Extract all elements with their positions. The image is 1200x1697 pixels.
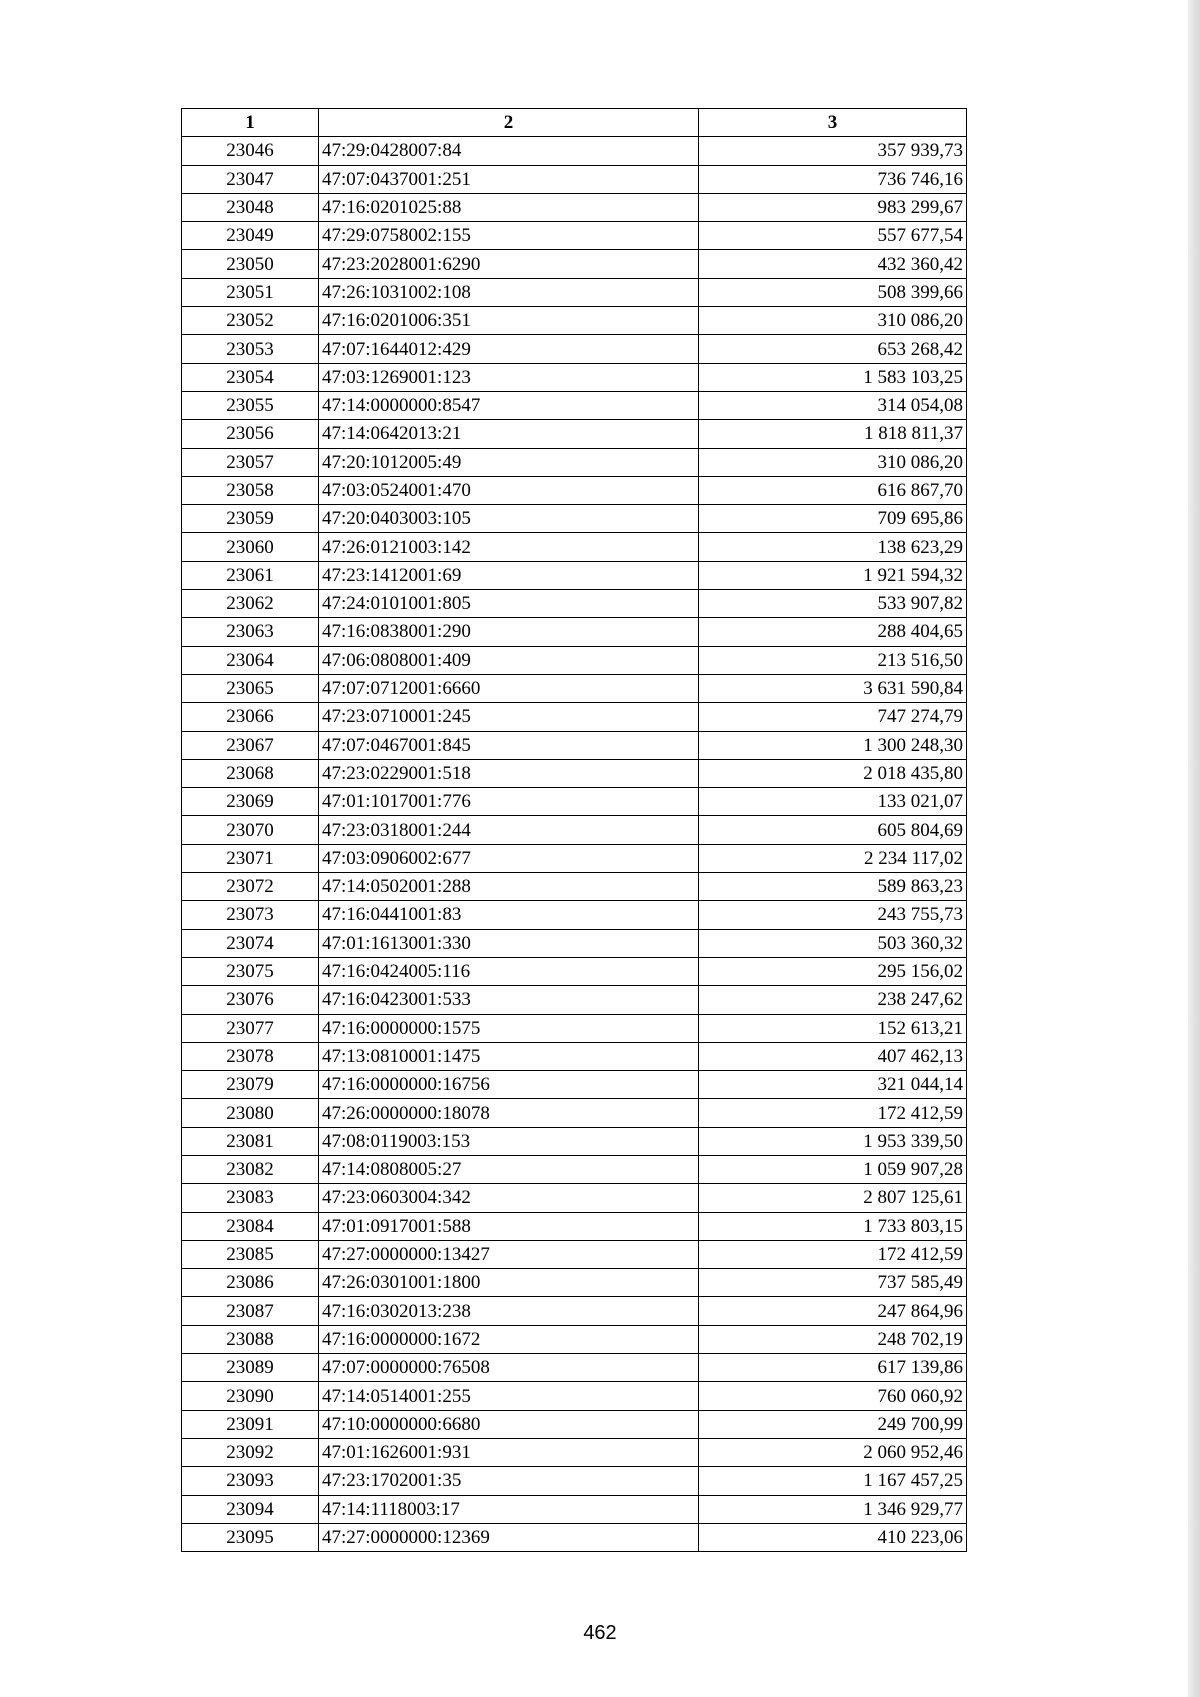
table-row	[182, 1240, 967, 1268]
table-row	[182, 448, 967, 476]
row-number-cell: 23056	[182, 420, 319, 448]
cadastral-number-cell: 47:23:1412001:69	[319, 561, 699, 589]
cadastral-number-cell: 47:01:1613001:330	[319, 929, 699, 957]
table-row	[182, 1297, 967, 1325]
cadastral-number-cell: 47:14:0000000:8547	[319, 391, 699, 419]
cadastral-number-cell: 47:16:0201025:88	[319, 193, 699, 221]
row-number-cell: 23090	[182, 1382, 319, 1410]
value-cell: 2 234 117,02	[699, 844, 967, 872]
cadastral-number-cell: 47:06:0808001:409	[319, 646, 699, 674]
value-cell: 2 807 125,61	[699, 1184, 967, 1212]
page-number: 462	[583, 1622, 617, 1644]
table-row	[182, 278, 967, 306]
value-cell: 288 404,65	[699, 618, 967, 646]
cadastral-number-cell: 47:07:0467001:845	[319, 731, 699, 759]
value-cell: 133 021,07	[699, 788, 967, 816]
value-cell: 3 631 590,84	[699, 674, 967, 702]
cadastral-number-cell: 47:16:0000000:1672	[319, 1325, 699, 1353]
value-cell: 508 399,66	[699, 278, 967, 306]
value-cell: 533 907,82	[699, 590, 967, 618]
table-row	[182, 1014, 967, 1042]
cadastral-number-cell: 47:16:0424005:116	[319, 957, 699, 985]
row-number-cell: 23066	[182, 703, 319, 731]
cadastral-number-cell: 47:23:0710001:245	[319, 703, 699, 731]
table-body	[182, 137, 967, 1552]
value-cell: 248 702,19	[699, 1325, 967, 1353]
value-cell: 138 623,29	[699, 533, 967, 561]
cadastral-number-cell: 47:03:0524001:470	[319, 476, 699, 504]
table-row	[182, 1410, 967, 1438]
table-row	[182, 703, 967, 731]
table-row	[182, 1127, 967, 1155]
row-number-cell: 23085	[182, 1240, 319, 1268]
table-row	[182, 957, 967, 985]
value-cell: 1 953 339,50	[699, 1127, 967, 1155]
table-row	[182, 505, 967, 533]
value-cell: 557 677,54	[699, 222, 967, 250]
cadastral-number-cell: 47:07:0000000:76508	[319, 1354, 699, 1382]
row-number-cell: 23061	[182, 561, 319, 589]
row-number-cell: 23095	[182, 1523, 319, 1551]
table-header-row	[182, 109, 967, 137]
table-row	[182, 1155, 967, 1183]
cadastral-number-cell: 47:26:1031002:108	[319, 278, 699, 306]
value-cell: 152 613,21	[699, 1014, 967, 1042]
row-number-cell: 23092	[182, 1438, 319, 1466]
row-number-cell: 23087	[182, 1297, 319, 1325]
row-number-cell: 23073	[182, 901, 319, 929]
row-number-cell: 23093	[182, 1467, 319, 1495]
cadastral-number-cell: 47:14:0514001:255	[319, 1382, 699, 1410]
value-cell: 1 300 248,30	[699, 731, 967, 759]
row-number-cell: 23086	[182, 1269, 319, 1297]
value-cell: 503 360,32	[699, 929, 967, 957]
value-cell: 321 044,14	[699, 1071, 967, 1099]
cadastral-number-cell: 47:23:0318001:244	[319, 816, 699, 844]
table-row	[182, 1269, 967, 1297]
cadastral-number-cell: 47:24:0101001:805	[319, 590, 699, 618]
row-number-cell: 23083	[182, 1184, 319, 1212]
value-cell: 1 818 811,37	[699, 420, 967, 448]
value-cell: 172 412,59	[699, 1240, 967, 1268]
value-cell: 983 299,67	[699, 193, 967, 221]
row-number-cell: 23077	[182, 1014, 319, 1042]
cadastral-number-cell: 47:03:1269001:123	[319, 363, 699, 391]
table-row	[182, 986, 967, 1014]
table-row	[182, 1042, 967, 1070]
value-cell: 247 864,96	[699, 1297, 967, 1325]
table-row	[182, 561, 967, 589]
cadastral-number-cell: 47:23:1702001:35	[319, 1467, 699, 1495]
row-number-cell: 23053	[182, 335, 319, 363]
row-number-cell: 23058	[182, 476, 319, 504]
page-edge	[1188, 0, 1200, 1697]
cadastral-number-cell: 47:16:0302013:238	[319, 1297, 699, 1325]
value-cell: 243 755,73	[699, 901, 967, 929]
value-cell: 172 412,59	[699, 1099, 967, 1127]
table-row	[182, 618, 967, 646]
row-number-cell: 23062	[182, 590, 319, 618]
table-row	[182, 476, 967, 504]
table-row	[182, 844, 967, 872]
table-row	[182, 1184, 967, 1212]
row-number-cell: 23089	[182, 1354, 319, 1382]
value-cell: 314 054,08	[699, 391, 967, 419]
table-row	[182, 646, 967, 674]
value-cell: 760 060,92	[699, 1382, 967, 1410]
value-cell: 410 223,06	[699, 1523, 967, 1551]
value-cell: 238 247,62	[699, 986, 967, 1014]
table-row	[182, 1523, 967, 1551]
row-number-cell: 23067	[182, 731, 319, 759]
row-number-cell: 23068	[182, 759, 319, 787]
table-row	[182, 1325, 967, 1353]
table-row	[182, 759, 967, 787]
table-row	[182, 873, 967, 901]
cadastral-number-cell: 47:29:0758002:155	[319, 222, 699, 250]
value-cell: 709 695,86	[699, 505, 967, 533]
column-header-1: 1	[182, 109, 319, 137]
data-table	[181, 108, 967, 1552]
value-cell: 2 018 435,80	[699, 759, 967, 787]
row-number-cell: 23079	[182, 1071, 319, 1099]
value-cell: 2 060 952,46	[699, 1438, 967, 1466]
cadastral-number-cell: 47:10:0000000:6680	[319, 1410, 699, 1438]
row-number-cell: 23047	[182, 165, 319, 193]
row-number-cell: 23069	[182, 788, 319, 816]
value-cell: 589 863,23	[699, 873, 967, 901]
cadastral-number-cell: 47:07:0712001:6660	[319, 674, 699, 702]
value-cell: 295 156,02	[699, 957, 967, 985]
row-number-cell: 23054	[182, 363, 319, 391]
cadastral-number-cell: 47:20:0403003:105	[319, 505, 699, 533]
row-number-cell: 23088	[182, 1325, 319, 1353]
cadastral-number-cell: 47:23:0229001:518	[319, 759, 699, 787]
table-row	[182, 1212, 967, 1240]
cadastral-number-cell: 47:16:0423001:533	[319, 986, 699, 1014]
row-number-cell: 23076	[182, 986, 319, 1014]
row-number-cell: 23082	[182, 1155, 319, 1183]
row-number-cell: 23063	[182, 618, 319, 646]
value-cell: 617 139,86	[699, 1354, 967, 1382]
row-number-cell: 23050	[182, 250, 319, 278]
value-cell: 310 086,20	[699, 307, 967, 335]
row-number-cell: 23046	[182, 137, 319, 165]
cadastral-number-cell: 47:27:0000000:12369	[319, 1523, 699, 1551]
row-number-cell: 23080	[182, 1099, 319, 1127]
value-cell: 1 059 907,28	[699, 1155, 967, 1183]
table-row	[182, 590, 967, 618]
table-row	[182, 1382, 967, 1410]
row-number-cell: 23075	[182, 957, 319, 985]
row-number-cell: 23094	[182, 1495, 319, 1523]
cadastral-number-cell: 47:29:0428007:84	[319, 137, 699, 165]
table-row	[182, 1438, 967, 1466]
cadastral-number-cell: 47:26:0000000:18078	[319, 1099, 699, 1127]
table-row	[182, 391, 967, 419]
value-cell: 249 700,99	[699, 1410, 967, 1438]
row-number-cell: 23071	[182, 844, 319, 872]
cadastral-number-cell: 47:16:0000000:1575	[319, 1014, 699, 1042]
row-number-cell: 23065	[182, 674, 319, 702]
table-row	[182, 1495, 967, 1523]
cadastral-number-cell: 47:07:1644012:429	[319, 335, 699, 363]
cadastral-number-cell: 47:16:0201006:351	[319, 307, 699, 335]
value-cell: 737 585,49	[699, 1269, 967, 1297]
table-row	[182, 1467, 967, 1495]
table-row	[182, 816, 967, 844]
table-row	[182, 1099, 967, 1127]
value-cell: 432 360,42	[699, 250, 967, 278]
cadastral-number-cell: 47:20:1012005:49	[319, 448, 699, 476]
cadastral-number-cell: 47:14:0808005:27	[319, 1155, 699, 1183]
row-number-cell: 23081	[182, 1127, 319, 1155]
table-row	[182, 165, 967, 193]
value-cell: 310 086,20	[699, 448, 967, 476]
table-row	[182, 901, 967, 929]
table-row	[182, 1354, 967, 1382]
row-number-cell: 23064	[182, 646, 319, 674]
table-row	[182, 420, 967, 448]
value-cell: 213 516,50	[699, 646, 967, 674]
cadastral-number-cell: 47:23:2028001:6290	[319, 250, 699, 278]
row-number-cell: 23072	[182, 873, 319, 901]
table-row	[182, 929, 967, 957]
row-number-cell: 23070	[182, 816, 319, 844]
table-row	[182, 533, 967, 561]
column-header-2: 2	[319, 109, 699, 137]
value-cell: 653 268,42	[699, 335, 967, 363]
table-row	[182, 363, 967, 391]
cadastral-number-cell: 47:26:0301001:1800	[319, 1269, 699, 1297]
value-cell: 616 867,70	[699, 476, 967, 504]
cadastral-number-cell: 47:16:0441001:83	[319, 901, 699, 929]
cadastral-number-cell: 47:16:0000000:16756	[319, 1071, 699, 1099]
cadastral-number-cell: 47:14:0642013:21	[319, 420, 699, 448]
column-header-3: 3	[699, 109, 967, 137]
value-cell: 1 167 457,25	[699, 1467, 967, 1495]
value-cell: 605 804,69	[699, 816, 967, 844]
cadastral-number-cell: 47:14:0502001:288	[319, 873, 699, 901]
cadastral-number-cell: 47:01:0917001:588	[319, 1212, 699, 1240]
table-row	[182, 250, 967, 278]
value-cell: 747 274,79	[699, 703, 967, 731]
row-number-cell: 23055	[182, 391, 319, 419]
value-cell: 407 462,13	[699, 1042, 967, 1070]
row-number-cell: 23078	[182, 1042, 319, 1070]
table-row	[182, 307, 967, 335]
row-number-cell: 23084	[182, 1212, 319, 1240]
cadastral-number-cell: 47:16:0838001:290	[319, 618, 699, 646]
row-number-cell: 23074	[182, 929, 319, 957]
cadastral-number-cell: 47:08:0119003:153	[319, 1127, 699, 1155]
value-cell: 736 746,16	[699, 165, 967, 193]
table-row	[182, 222, 967, 250]
cadastral-number-cell: 47:13:0810001:1475	[319, 1042, 699, 1070]
row-number-cell: 23051	[182, 278, 319, 306]
row-number-cell: 23052	[182, 307, 319, 335]
value-cell: 1 733 803,15	[699, 1212, 967, 1240]
cadastral-number-cell: 47:01:1626001:931	[319, 1438, 699, 1466]
cadastral-number-cell: 47:27:0000000:13427	[319, 1240, 699, 1268]
table-row	[182, 137, 967, 165]
row-number-cell: 23048	[182, 193, 319, 221]
table-row	[182, 674, 967, 702]
table-row	[182, 335, 967, 363]
row-number-cell: 23057	[182, 448, 319, 476]
cadastral-number-cell: 47:26:0121003:142	[319, 533, 699, 561]
row-number-cell: 23049	[182, 222, 319, 250]
row-number-cell: 23091	[182, 1410, 319, 1438]
table-row	[182, 193, 967, 221]
table-row	[182, 731, 967, 759]
row-number-cell: 23060	[182, 533, 319, 561]
row-number-cell: 23059	[182, 505, 319, 533]
cadastral-number-cell: 47:07:0437001:251	[319, 165, 699, 193]
cadastral-number-cell: 47:14:1118003:17	[319, 1495, 699, 1523]
table-row	[182, 788, 967, 816]
cadastral-number-cell: 47:03:0906002:677	[319, 844, 699, 872]
value-cell: 1 346 929,77	[699, 1495, 967, 1523]
table-row	[182, 1071, 967, 1099]
value-cell: 1 921 594,32	[699, 561, 967, 589]
value-cell: 357 939,73	[699, 137, 967, 165]
cadastral-number-cell: 47:01:1017001:776	[319, 788, 699, 816]
cadastral-number-cell: 47:23:0603004:342	[319, 1184, 699, 1212]
value-cell: 1 583 103,25	[699, 363, 967, 391]
